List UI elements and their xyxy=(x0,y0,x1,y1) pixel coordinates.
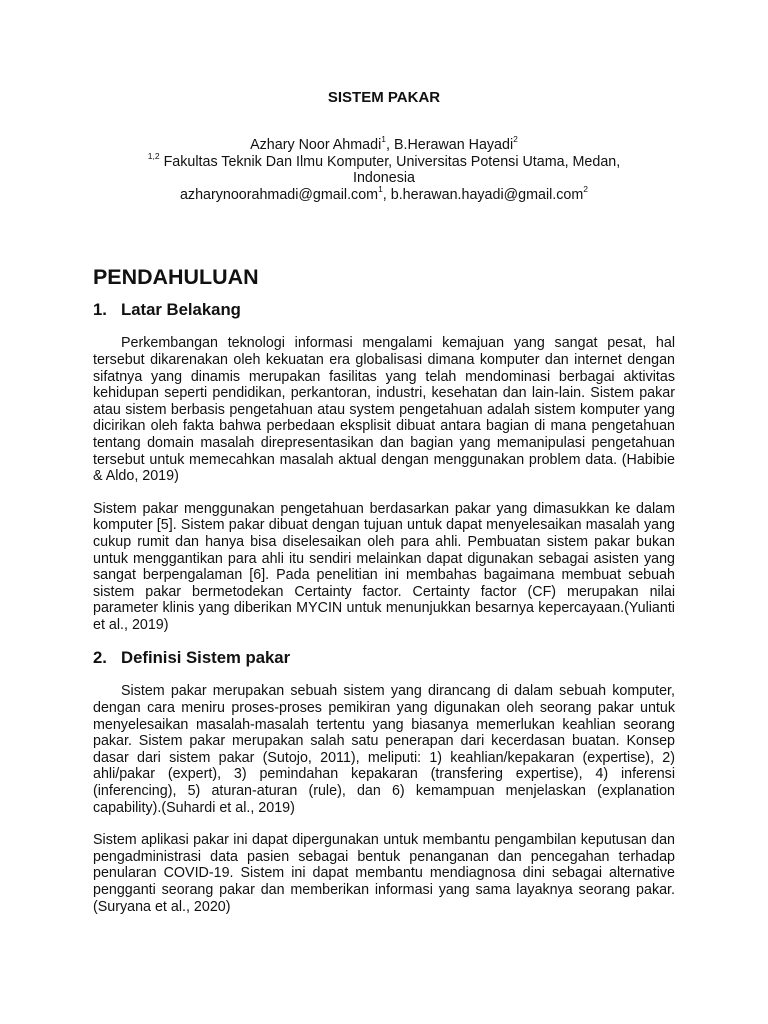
email-1: azharynoorahmadi@gmail.com xyxy=(179,186,379,203)
author-separator: , xyxy=(385,137,394,153)
author-1-name: Azhary Noor Ahmadi xyxy=(250,137,382,153)
subsection-heading-2 xyxy=(93,650,675,666)
affiliation-superscript: 1,2 xyxy=(147,150,160,161)
email-2-superscript: 2 xyxy=(583,184,589,195)
document-title: SISTEM PAKAR xyxy=(327,89,441,106)
email-2: b.herawan.hayadi@gmail.com xyxy=(390,186,584,203)
paragraph: Sistem pakar menggunakan pengetahuan berdasarkan pakar yang dimasukkan ke dalam komputer [5]. Sistem pakar dibuat dengan tujuan untuk dapat menyelesaikan masalah yang cukup rumit dan hanya bisa diselesaikan oleh para ahli. Pembuatan sistem pakar bukan untuk menggantikan para ahli itu sendiri melainkan dapat digunakan sebagai asisten yang sangat berpengalaman [6]. Pada penelitian ini membahas bagaimana membuat sebuah sistem pakar bermetodekan Certainty factor. Certainty factor (CF) merupakan nilai parameter klinis yang diberikan MYCIN untuk menunjukkan besarnya kepercayaan.(Yulianti et al., 2019) xyxy=(93,500,675,633)
author-block xyxy=(93,134,675,203)
affiliation-text: Fakultas Teknik Dan Ilmu Komputer, Universitas Potensi Utama, Medan, xyxy=(159,153,621,170)
affiliation-line-2: Indonesia xyxy=(352,170,415,187)
author-2-name: B.Herawan Hayadi xyxy=(393,137,514,153)
paragraph: Sistem aplikasi pakar ini dapat dipergunakan untuk membantu pengambilan keputusan dan pengadministrasi data pasien sebagai bentuk penanganan dan pencegahan terhadap penularan COVID-19. Sistem ini dapat membantu mendiagnosa dini sebagai alternative pengganti seorang pakar dan memberikan informasi yang sama layaknya seorang pakar.(Suryana et al., 2020) xyxy=(93,832,675,915)
subsection-heading-1 xyxy=(93,302,675,318)
subsection-title: Latar Belakang xyxy=(121,300,241,320)
author-1-superscript: 1 xyxy=(381,134,386,145)
email-line xyxy=(93,184,675,204)
subsection-number: 2. xyxy=(93,648,107,668)
affiliation-line-1 xyxy=(93,150,675,171)
email-separator: , xyxy=(382,186,391,203)
email-1-superscript: 1 xyxy=(378,184,383,195)
author-line xyxy=(93,134,675,154)
subsection-title: Definisi Sistem pakar xyxy=(121,648,291,668)
paragraph: Sistem pakar merupakan sebuah sistem yang dirancang di dalam sebuah komputer, dengan cara meniru proses-proses pemikiran yang digunakan oleh seorang pakar untuk menyelesaikan masalah-masalah tertentu yang biasanya memerlukan keahlian seorang pakar. Sistem pakar merupakan salah satu penerapan dari kecerdasan buatan. Konsep dasar dari sistem pakar (Sutojo, 2011), meliputi: 1) keahlian/kepakaran (expertise), 2) ahli/pakar (expert), 3) pemindahan kepakaran (transfering expertise), 4) inferensi (inferencing), 5) aturan-aturan (rule), dan 6) kemampuan menjelaskan (explanation capability).(Suhardi et al., 2019) xyxy=(93,683,675,816)
document-content xyxy=(93,89,675,915)
author-2-superscript: 2 xyxy=(513,134,518,145)
paragraph: Perkembangan teknologi informasi mengalami kemajuan yang sangat pesat, hal tersebut dikarenakan oleh kekuatan era globalisasi dimana komputer dan internet dengan sifatnya yang dinamis merupakan fasilitas yang telah mendominasi berbagai aktivitas kehidupan seperti pendidikan, perkantoran, industri, kesehatan dan lain-lain. Sistem pakar atau sistem berbasis pengetahuan atau system pengetahuan adalah sistem komputer yang dicirikan oleh fakta bahwa perbedaan eksplisit dibuat antara bagian di mana pengetahuan tentang domain masalah direpresentasikan dan bagian yang memanipulasi pengetahuan tersebut untuk memecahkan masalah aktual dengan menggunakan problem data. (Habibie & Aldo, 2019) xyxy=(93,335,675,485)
subsection-number: 1. xyxy=(93,300,107,320)
section-heading: PENDAHULUAN xyxy=(93,265,259,290)
